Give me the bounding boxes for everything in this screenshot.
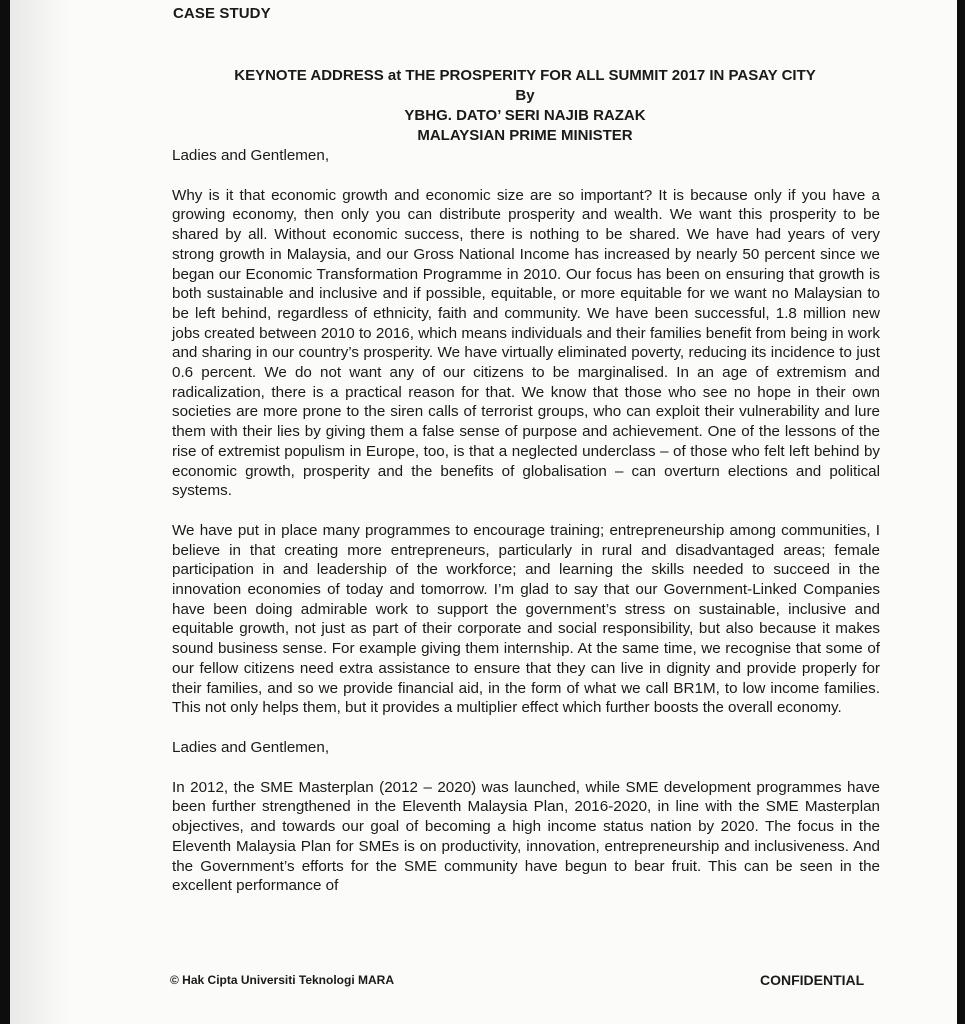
case-study-label: CASE STUDY xyxy=(173,5,271,22)
page-shadow xyxy=(10,0,70,1024)
paragraph-2: We have put in place many programmes to encourage training; entrepreneurship among communities, I believe in that creating more entrepreneurs, particularly in rural and disadvantaged areas; female participation in and leadership of the workforce; and learning the skills needed to succeed in the innovation economies of today and tomorrow. I’m glad to say that our Government-Linked Companies have been doing admirable work to support the government’s stress on sustainable, inclusive and equitable growth, not just as part of their corporate and social responsibility, but also because it makes sound business sense. For example giving them internship. At the same time, we recognise that some of our fellow citizens need extra assistance to ensure that they can live in dignity and provide properly for their families, and so we provide financial aid, in the form of what we call BR1M, to low income families. This not only helps them, but it provides a multiplier effect which further boosts the overall economy. xyxy=(172,521,880,717)
paragraph-1: Why is it that economic growth and economic size are so important? It is because only if you have a growing economy, then only you can distribute prosperity and wealth. We want this prosperity to be shared by all. Without economic success, there is nothing to be shared. We have had years of very strong growth in Malaysia, and our Gross National Income has increased by nearly 50 percent since we began our Economic Transformation Programme in 2010. Our focus has been on ensuring that growth is both sustainable and inclusive and if possible, equitable, or more equitable for we want no Malaysian to be left behind, regardless of ethnicity, faith and community. We have been successful, 1.8 million new jobs created between 2010 to 2016, which means individuals and their families benefit from being in work and sharing in our country’s prosperity. We have virtually eliminated poverty, reducing its incidence to just 0.6 percent. We do not want any of our citizens to be marginalised. In an age of extremism and radicalization, there is a practical reason for that. We know that those who see no hope in their own societies are more prone to the siren calls of terrorist groups, who can exploit their vulnerability and lure them with their lies by giving them a false sense of purpose and achievement. One of the lessons of the rise of extremist populism in Europe, too, is that a neglected underclass – of those who felt left behind by economic growth, prosperity and the benefits of globalisation – can overturn elections and political systems. xyxy=(172,186,880,500)
title-line-3: YBHG. DATO’ SERI NAJIB RAZAK xyxy=(404,107,646,124)
document-body xyxy=(172,146,880,896)
document-title xyxy=(160,66,890,146)
confidential-label: CONFIDENTIAL xyxy=(760,972,865,988)
salutation: Ladies and Gentlemen, xyxy=(172,147,330,164)
title-line-1: KEYNOTE ADDRESS at THE PROSPERITY FOR ALL SUMMIT 2017 IN PASAY CITY xyxy=(234,67,816,84)
title-line-2: By xyxy=(515,87,535,104)
title-line-4: MALAYSIAN PRIME MINISTER xyxy=(417,127,633,144)
paragraph-3: In 2012, the SME Masterplan (2012 – 2020) was launched, while SME development programmes have been further strengthened in the Eleventh Malaysia Plan, 2016-2020, in line with the SME Masterplan objectives, and towards our goal of becoming a high income status nation by 2020. The focus in the Eleventh Malaysia Plan for SMEs is on productivity, innovation, entrepreneurship and inclusiveness. And the Government’s efforts for the SME community have begun to bear fruit. This can be seen in the excellent performance of xyxy=(172,778,880,895)
copyright-notice: © Hak Cipta Universiti Teknologi MARA xyxy=(170,973,394,987)
salutation: Ladies and Gentlemen, xyxy=(172,738,330,756)
document-page xyxy=(10,0,957,1024)
